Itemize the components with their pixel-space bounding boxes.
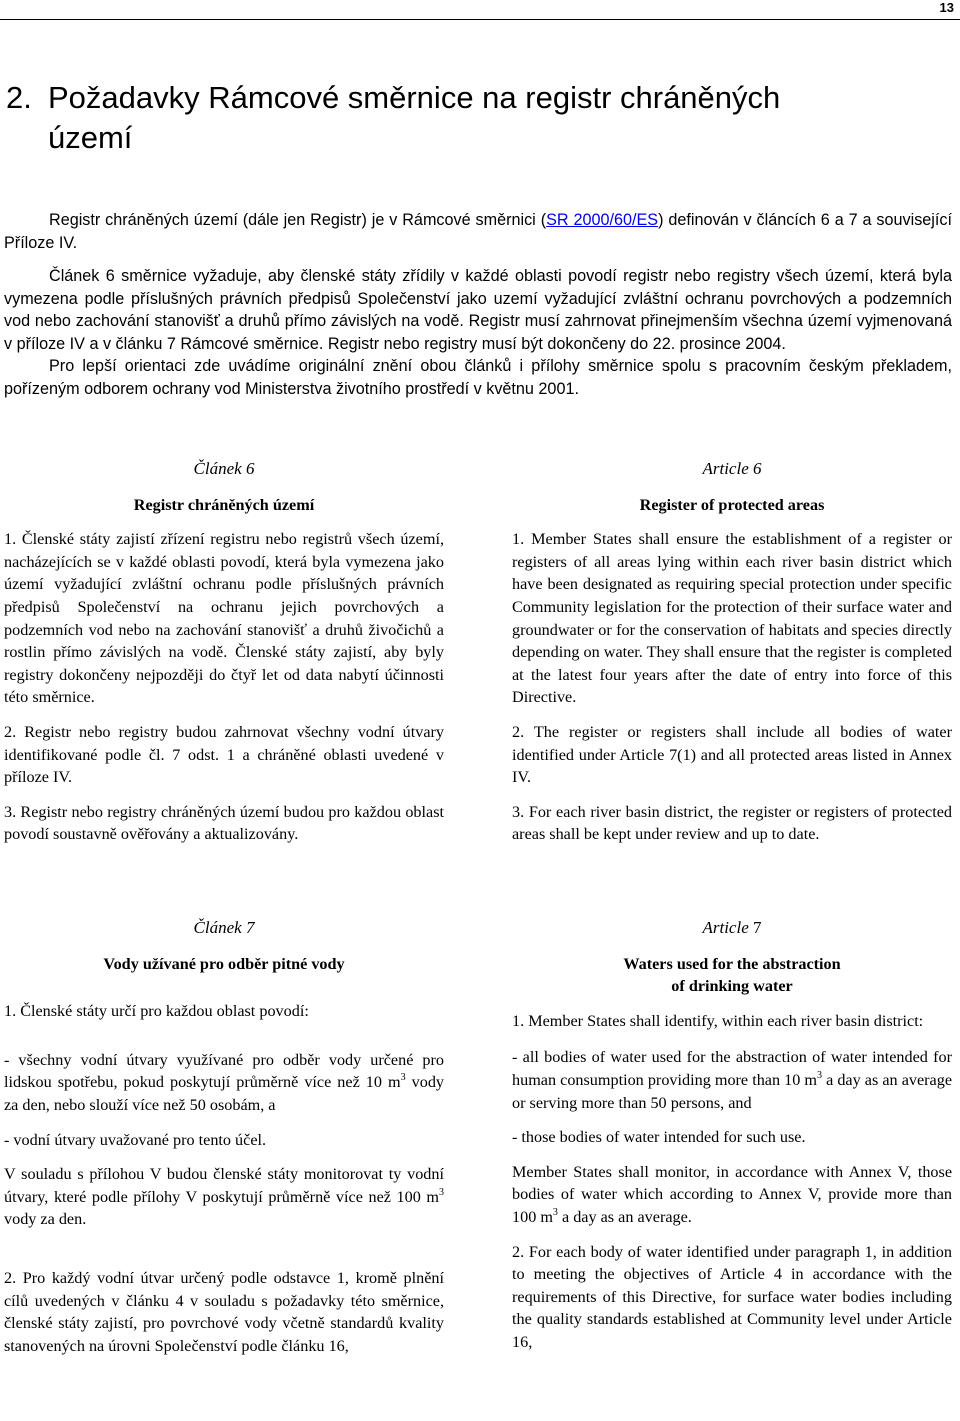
en-article7-title: Waters used for the abstraction of drinking water (623, 954, 841, 996)
section-heading (6, 78, 946, 158)
cz-article7-paragraph-3: - vodní útvary uvažované pro tento účel. (4, 1130, 267, 1149)
intro-paragraph-1: Registr chráněných území (dále jen Registr) je v Rámcové směrnici (SR 2000/60/ES) definován v článcích 6 a 7 a související Příloze IV. (4, 211, 952, 252)
intro-paragraph-3: Pro lepší orientaci zde uvádíme originální znění obou článků i přílohy směrnice spolu s pracovním českým překladem, pořízeným odborem ochrany vod Ministerstva životního prostředí v květnu 2001. (4, 357, 952, 398)
cz-article7-paragraph-5: 2. Pro každý vodní útvar určený podle odstavce 1, kromě plnění cílů uvedených v článku 4 v souladu s požadavky této směrnice, členské státy zajistí, pro povrchové vody včetně standardů kvality stanovených na úrovni Společenství podle článku 16, (4, 1268, 444, 1355)
cz-article7-paragraph-2: - všechny vodní útvary využívané pro odběr vody určené pro lidskou spotřebu, pokud poskytují průměrně více než 10 $m^3$ vody za den, nebo slouží více než 50 osobám, a (4, 1050, 445, 1114)
en-article7-paragraph-5: 2. For each body of water identified under paragraph 1, in addition to meeting the objectives of Article 4 in accordance with the requirements of this Directive, for surface water bodies including the quality standards established at Community level under Article 16, (512, 1242, 952, 1351)
en-article7-paragraph-2: - all bodies of water used for the abstraction of water intended for human consumption providing more than 10 $m^3$ a day as an average or serving more than 50 persons, and (512, 1048, 953, 1112)
cz-article6-paragraph-3: 3. Registr nebo registry chráněných území budou pro každou oblast povodí soustavně ověřovány a aktualizovány. (4, 802, 444, 844)
en-article7-paragraph-3: - those bodies of water intended for such use. (512, 1128, 806, 1147)
en-article6-paragraph-3: 3. For each river basin district, the register or registers of protected areas shall be kept under review and up to date. (512, 802, 952, 844)
en-article6-paragraph-1: 1. Member States shall ensure the establishment of a register or registers of all areas lying within each river basin district which have been designated as requiring special protection under specific Community legislation for the protection of their surface water and groundwater or for the conservation of habitats and species directly depending on water. They shall ensure that the register is completed at the latest four years after the date of entry into force of this Directive. (512, 530, 952, 707)
cz-article7-paragraph-4: V souladu s přílohou V budou členské státy monitorovat ty vodní útvary, které podle přílohy V poskytují průměrně více než 100 $m^3$ vody za den. (4, 1165, 444, 1229)
cz-article6-label: Článek 6 (193, 459, 255, 478)
section-number: 2. (6, 80, 32, 115)
intro-text-2 (4, 265, 952, 401)
cz-article6-title: Registr chráněných území (133, 495, 315, 514)
english-column-art7 (512, 917, 952, 1354)
intro-paragraph-2: Článek 6 směrnice vyžaduje, aby členské státy zřídily v každé oblasti povodí registr nebo registry všech území, která byla vymezena podle příslušných právních předpisů Společenství jako uzemí vyžadující zvláštní ochranu povrchových a podzemních vod nebo zachování stanovišť a druhů přímo závislých na vodě. Registr musí zahrnovat přinejmenším všechna území vyjmenovaná v příloze IV a v článku 7 Rámcové směrnice. Registr nebo registry musí být dokončeny do 22. prosince 2004. (4, 267, 952, 353)
cz-article7-paragraph-1: 1. Členské státy určí pro každou oblast povodí: (4, 1002, 309, 1021)
section-title-line1: Požadavky Rámcové směrnice na registr chráněných (48, 80, 781, 115)
cz-article7-label: Článek 7 (193, 918, 255, 937)
cz-article6-paragraph-2: 2. Registr nebo registry budou zahrnovat všechny vodní útvary identifikované podle čl. 7 odst. 1 a chráněné oblasti uvedené v příloze IV. (4, 722, 444, 787)
page-number: 13 (939, 0, 954, 15)
english-column (512, 458, 952, 846)
czech-column (4, 458, 444, 846)
directive-link[interactable]: SR 2000/60/ES (546, 211, 659, 229)
cz-article6-paragraph-1: 1. Členské státy zajistí zřízení registru nebo registrů všech území, nacházejících se v každé oblasti povodí, která byla vymezena jako území vyžadující zvláštní ochranu podle příslušných právních předpisů Společenství na ochranu jejich povrchových a podzemních vod nebo na zachování stanovišť a druhů živočichů a rostlin přímo závislých na vodě. Členské státy zajistí, aby byly registry dokončeny nejpozději do čtyř let od data nabytí účinnosti této směrnice. (4, 530, 444, 707)
en-article6-label: Article 6 (702, 459, 762, 478)
page-header (0, 0, 960, 20)
cz-article7-title: Vody užívané pro odběr pitné vody (103, 954, 345, 973)
intro-text (4, 209, 952, 254)
en-article7-label: Article 7 (702, 918, 762, 937)
en-article6-paragraph-2: 2. The register or registers shall include all bodies of water identified under Article 7(1) and all protected areas listed in Annex IV. (512, 722, 952, 787)
czech-column-art7 (4, 917, 444, 1357)
en-article7-paragraph-4: Member States shall monitor, in accordance with Annex V, those bodies of water which according to Annex V, provide more than 100 $m^3$ a day as an average. (512, 1162, 952, 1226)
en-article7-paragraph-1: 1. Member States shall identify, within each river basin district: (512, 1011, 924, 1030)
en-article6-title: Register of protected areas (639, 495, 825, 514)
section-title-line2: území (48, 120, 133, 155)
